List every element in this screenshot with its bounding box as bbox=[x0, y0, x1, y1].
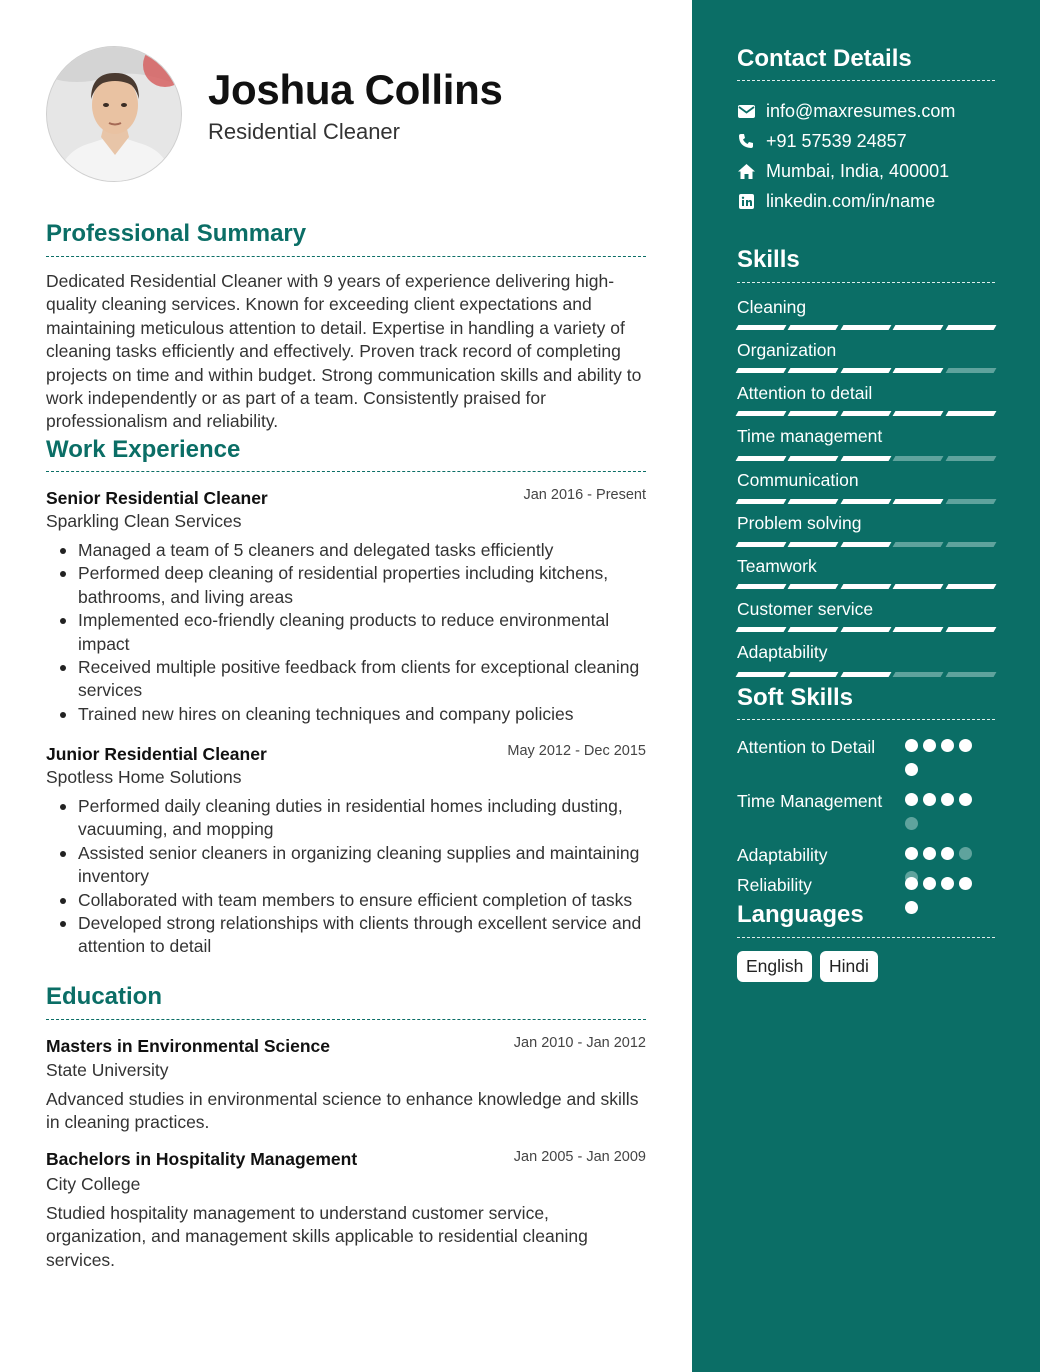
contact-email-text: info@maxresumes.com bbox=[766, 100, 956, 121]
section-divider bbox=[737, 937, 995, 938]
skill-label: Attention to detail bbox=[737, 383, 873, 403]
candidate-role: Residential Cleaner bbox=[208, 119, 400, 144]
soft-skill-rating bbox=[905, 739, 985, 776]
skill-level-segment bbox=[893, 411, 944, 416]
section-title-education: Education bbox=[46, 983, 163, 1010]
linkedin-icon bbox=[737, 192, 755, 210]
skill-level-segment bbox=[736, 627, 787, 632]
education-date: Jan 2005 - Jan 2009 bbox=[513, 1149, 646, 1165]
skill-level-segment bbox=[736, 325, 787, 330]
job-title: Senior Residential Cleaner bbox=[46, 488, 268, 508]
rating-dot bbox=[959, 877, 972, 890]
skill-level-segment bbox=[945, 672, 996, 677]
language-tag: Hindi bbox=[820, 951, 878, 982]
rating-dot bbox=[905, 817, 918, 830]
section-divider bbox=[737, 80, 995, 81]
skill-label: Adaptability bbox=[737, 642, 828, 662]
skill-level-segment bbox=[788, 672, 839, 677]
rating-dot bbox=[923, 739, 936, 752]
rating-dot bbox=[923, 847, 936, 860]
skill-level-segment bbox=[945, 325, 996, 330]
skill-level-segment bbox=[736, 672, 787, 677]
skill-level-bar bbox=[737, 368, 995, 374]
section-title-languages: Languages bbox=[737, 901, 864, 928]
skill-level-segment bbox=[736, 499, 787, 504]
skill-level-segment bbox=[945, 411, 996, 416]
candidate-name: Joshua Collins bbox=[208, 66, 503, 113]
skill-level-segment bbox=[840, 325, 891, 330]
language-tag: English bbox=[737, 951, 812, 982]
skill-level-segment bbox=[736, 542, 787, 547]
degree-title: Bachelors in Hospitality Management bbox=[46, 1149, 358, 1169]
skill-level-segment bbox=[945, 584, 996, 589]
job-bullets bbox=[56, 539, 646, 726]
rating-dot bbox=[941, 739, 954, 752]
skill-level-segment bbox=[893, 584, 944, 589]
bullet-item: Received multiple positive feedback from clients for exceptional cleaning services bbox=[56, 656, 646, 703]
envelope-icon bbox=[737, 102, 755, 120]
skill-level-segment bbox=[840, 672, 891, 677]
section-title-soft-skills: Soft Skills bbox=[737, 684, 854, 711]
soft-skill-label: Adaptability bbox=[737, 845, 828, 865]
skill-label: Cleaning bbox=[737, 297, 807, 317]
skill-level-segment bbox=[840, 499, 891, 504]
bullet-item: Developed strong relationships with clients through excellent service and attention to detail bbox=[56, 912, 646, 959]
skill-level-segment bbox=[893, 672, 944, 677]
skill-level-segment bbox=[893, 325, 944, 330]
education-description: Advanced studies in environmental science to enhance knowledge and skills in cleaning practices. bbox=[46, 1089, 639, 1133]
skill-label: Communication bbox=[737, 470, 859, 490]
job-date: Jan 2016 - Present bbox=[523, 487, 646, 503]
rating-dot bbox=[941, 793, 954, 806]
rating-dot bbox=[905, 877, 918, 890]
skill-level-bar bbox=[737, 542, 995, 548]
education-date: Jan 2010 - Jan 2012 bbox=[513, 1035, 646, 1051]
phone-icon bbox=[737, 132, 755, 150]
skill-level-segment bbox=[945, 368, 996, 373]
section-divider bbox=[46, 256, 646, 257]
rating-dot bbox=[905, 847, 918, 860]
school-name: City College bbox=[46, 1174, 141, 1194]
section-divider bbox=[737, 282, 995, 283]
skill-label: Customer service bbox=[737, 599, 874, 619]
bullet-item: Performed deep cleaning of residential properties including kitchens, bathrooms, and living areas bbox=[56, 562, 646, 609]
skill-level-segment bbox=[840, 584, 891, 589]
bullet-item: Performed daily cleaning duties in residential homes including dusting, vacuuming, and mopping bbox=[56, 795, 646, 842]
rating-dot bbox=[941, 847, 954, 860]
education-description: Studied hospitality management to understand customer service, organization, and management skills applicable to residential cleaning services. bbox=[46, 1203, 588, 1270]
contact-phone[interactable] bbox=[737, 129, 907, 153]
rating-dot bbox=[941, 877, 954, 890]
bullet-item: Managed a team of 5 cleaners and delegated tasks efficiently bbox=[56, 539, 646, 562]
contact-linkedin[interactable] bbox=[737, 189, 935, 213]
rating-dot bbox=[959, 847, 972, 860]
contact-address-text: Mumbai, India, 400001 bbox=[766, 160, 950, 181]
skill-level-segment bbox=[893, 456, 944, 461]
soft-skill-label: Time Management bbox=[737, 791, 883, 811]
soft-skill-label: Reliability bbox=[737, 875, 812, 895]
rating-dot bbox=[905, 739, 918, 752]
skill-level-segment bbox=[788, 368, 839, 373]
skill-level-segment bbox=[945, 499, 996, 504]
job-company: Spotless Home Solutions bbox=[46, 767, 242, 787]
rating-dot bbox=[905, 793, 918, 806]
skill-level-segment bbox=[788, 584, 839, 589]
skill-level-segment bbox=[788, 542, 839, 547]
home-icon bbox=[737, 162, 755, 180]
skill-level-segment bbox=[893, 627, 944, 632]
skill-level-segment bbox=[736, 411, 787, 416]
rating-dot bbox=[959, 739, 972, 752]
rating-dot bbox=[959, 793, 972, 806]
rating-dot bbox=[905, 763, 918, 776]
skill-level-segment bbox=[840, 542, 891, 547]
avatar bbox=[46, 46, 182, 182]
skill-level-segment bbox=[788, 411, 839, 416]
skill-level-bar bbox=[737, 672, 995, 678]
skill-label: Problem solving bbox=[737, 513, 862, 533]
skill-level-bar bbox=[737, 584, 995, 590]
portrait-photo bbox=[47, 47, 182, 182]
skill-level-bar bbox=[737, 325, 995, 331]
skill-level-bar bbox=[737, 411, 995, 417]
skill-level-segment bbox=[840, 627, 891, 632]
skill-level-segment bbox=[945, 627, 996, 632]
rating-dot bbox=[923, 877, 936, 890]
contact-linkedin-text: linkedin.com/in/name bbox=[766, 190, 936, 211]
soft-skill-rating bbox=[905, 877, 985, 914]
skill-level-segment bbox=[840, 368, 891, 373]
skill-label: Time management bbox=[737, 426, 883, 446]
skill-level-segment bbox=[788, 456, 839, 461]
section-title-contact: Contact Details bbox=[737, 45, 912, 72]
section-title-experience: Work Experience bbox=[46, 436, 241, 463]
skill-level-segment bbox=[893, 368, 944, 373]
section-divider bbox=[46, 471, 646, 472]
section-title-summary: Professional Summary bbox=[46, 220, 307, 247]
degree-title: Masters in Environmental Science bbox=[46, 1036, 330, 1056]
contact-phone-text: +91 57539 24857 bbox=[766, 130, 907, 151]
job-company: Sparkling Clean Services bbox=[46, 511, 242, 531]
school-name: State University bbox=[46, 1060, 169, 1080]
contact-address bbox=[737, 159, 949, 183]
soft-skill-label: Attention to Detail bbox=[737, 737, 876, 757]
rating-dot bbox=[905, 901, 918, 914]
skill-label: Teamwork bbox=[737, 556, 817, 576]
job-title: Junior Residential Cleaner bbox=[46, 744, 267, 764]
skill-level-segment bbox=[893, 542, 944, 547]
section-divider bbox=[46, 1019, 646, 1020]
bullet-item: Collaborated with team members to ensure efficient completion of tasks bbox=[56, 889, 646, 912]
skill-level-segment bbox=[840, 456, 891, 461]
skill-level-segment bbox=[736, 368, 787, 373]
bullet-item: Trained new hires on cleaning techniques and company policies bbox=[56, 703, 646, 726]
skill-level-segment bbox=[788, 499, 839, 504]
bullet-item: Implemented eco-friendly cleaning products to reduce environmental impact bbox=[56, 609, 646, 656]
skill-level-segment bbox=[736, 584, 787, 589]
contact-email[interactable] bbox=[737, 99, 955, 123]
section-title-skills: Skills bbox=[737, 246, 800, 273]
skill-level-bar bbox=[737, 499, 995, 505]
skill-level-bar bbox=[737, 456, 995, 462]
skill-level-bar bbox=[737, 627, 995, 633]
skill-level-segment bbox=[736, 456, 787, 461]
rating-dot bbox=[923, 793, 936, 806]
skill-level-segment bbox=[893, 499, 944, 504]
section-divider bbox=[737, 719, 995, 720]
skill-level-segment bbox=[945, 542, 996, 547]
bullet-item: Assisted senior cleaners in organizing cleaning supplies and maintaining inventory bbox=[56, 842, 646, 889]
soft-skill-rating bbox=[905, 793, 985, 830]
job-bullets bbox=[56, 795, 646, 959]
job-date: May 2012 - Dec 2015 bbox=[507, 743, 646, 759]
summary-text: Dedicated Residential Cleaner with 9 years of experience delivering high-quality cleaning services. Known for exceeding client expectations and maintaining meticulous attention to detail. Expertise in handling a variety of cleaning tasks efficiently and effectively. Proven track record of completing projects on time and within budget. Strong communication skills and ability to work independently or as part of a team. Consistently praised for professionalism and reliability. bbox=[46, 271, 642, 432]
skill-level-segment bbox=[788, 325, 839, 330]
skill-level-segment bbox=[945, 456, 996, 461]
skill-label: Organization bbox=[737, 340, 837, 360]
skill-level-segment bbox=[840, 411, 891, 416]
skill-level-segment bbox=[788, 627, 839, 632]
